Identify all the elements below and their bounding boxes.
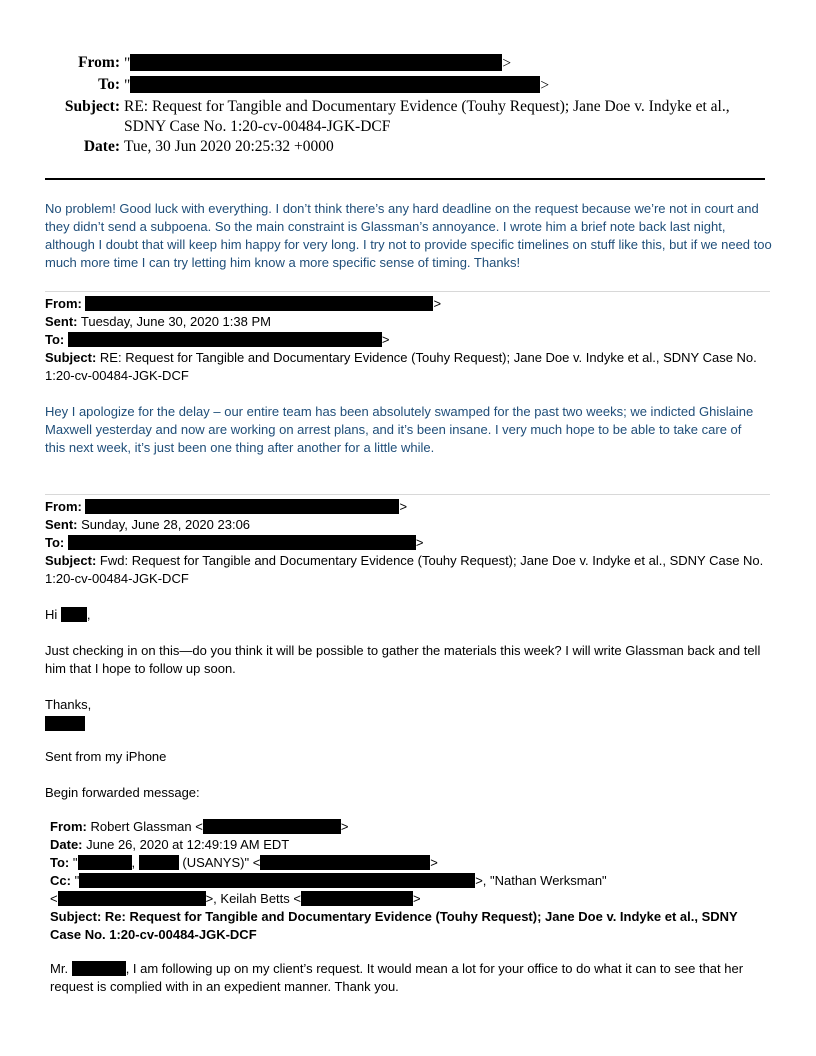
from-value: Robert Glassman < [90, 819, 203, 834]
redaction [68, 332, 382, 347]
to-value: " > [124, 77, 550, 94]
subject-label: Subject: [45, 553, 97, 568]
cc-label: Cc: [50, 873, 71, 888]
message-divider [45, 291, 770, 292]
sent-row [45, 313, 271, 331]
from-label: From: [78, 54, 120, 71]
cc-value: >, Keilah Betts < [205, 891, 301, 906]
redaction [72, 961, 126, 976]
subject-label: Subject: [64, 98, 120, 115]
sent-label: Sent: [45, 517, 78, 532]
fwd-cc-row-2: < >, Keilah Betts < > [50, 891, 421, 906]
sent-value: Sunday, June 28, 2020 23:06 [81, 517, 251, 532]
forward-note: Begin forwarded message: [45, 785, 200, 800]
to-label: To: [50, 855, 70, 870]
fwd-subject: Subject: Re: Request for Tangible and Documentary Evidence (Touhy Request); Jane Doe v. Indyke et al., SDNY Case No. 1:20-cv-00484-JGK-DCF [50, 909, 738, 942]
fwd-to-row: To: " , (USANYS)" < > [50, 855, 438, 870]
redaction [260, 855, 430, 870]
signature-redaction [45, 716, 85, 731]
date-label: Date: [50, 837, 83, 852]
sent-value: Tuesday, June 30, 2020 1:38 PM [80, 314, 271, 329]
redaction [58, 891, 206, 906]
redaction [139, 855, 179, 870]
redaction [130, 76, 540, 93]
header-divider [45, 178, 765, 180]
fwd-from-row: From: Robert Glassman < > [50, 819, 349, 834]
message-divider [45, 494, 770, 495]
redaction [203, 819, 341, 834]
to-org: (USANYS)" < [182, 855, 261, 870]
closing: Thanks, [45, 697, 92, 712]
to-label: To: [98, 76, 120, 93]
subject-row [45, 552, 770, 588]
subject-value-line1: RE: Request for Tangible and Documentary Evidence (Touhy Request); Jane Doe v. Indyke et al., [124, 98, 730, 115]
message-body: Just checking in on this—do you think it will be possible to gather the materials this week? I will write Glassman back and tell him that I hope to follow up soon. [45, 643, 761, 676]
to-label: To: [45, 535, 65, 550]
redaction [130, 54, 502, 71]
date-value: Tue, 30 Jun 2020 20:25:32 +0000 [124, 138, 334, 155]
fwd-date-row [50, 836, 289, 854]
fwd-body-text: , I am following up on my client’s request. It would mean a lot for your office to do what it can to see that her request is complied with in an expedient manner. Thank you. [50, 961, 744, 994]
fwd-body [50, 960, 762, 996]
from-label: From: [45, 296, 82, 311]
from-row: From: > [45, 499, 408, 514]
greeting: Hi , [45, 607, 91, 622]
subject-value: Fwd: Request for Tangible and Documentary Evidence (Touhy Request); Jane Doe v. Indyke et al., SDNY Case No. 1:20-cv-00484-JGK-DCF [45, 553, 764, 586]
sent-row [45, 516, 250, 534]
redaction [79, 873, 475, 888]
message-body: Hey I apologize for the delay – our entire team has been absolutely swamped for the past two weeks; we indicted Ghislaine Maxwell yesterday and now are working on arrest plans, and it’s been insane. I very much hope to be able to take care of this next week, it’s just been one thing after another for a little while. [45, 404, 754, 455]
subject-label: Subject: [45, 350, 97, 365]
fwd-cc-row: Cc: " >, "Nathan Werksman" [50, 873, 607, 888]
to-row: To: > [45, 332, 390, 347]
subject-row [45, 349, 770, 385]
from-row: From: > [45, 296, 442, 311]
subject-value-line2: SDNY Case No. 1:20-cv-00484-JGK-DCF [124, 118, 391, 135]
redaction [61, 607, 87, 622]
mobile-signature: Sent from my iPhone [45, 749, 167, 764]
fwd-body-prefix: Mr. [50, 961, 69, 976]
from-value: " > [124, 55, 512, 72]
subject-value: RE: Request for Tangible and Documentary Evidence (Touhy Request); Jane Doe v. Indyke et al., SDNY Case No. 1:20-cv-00484-JGK-DCF [45, 350, 757, 383]
redaction [301, 891, 413, 906]
to-row: To: > [45, 535, 424, 550]
date-label: Date: [83, 138, 120, 155]
cc-value: >, "Nathan Werksman" [475, 873, 607, 888]
sent-label: Sent: [45, 314, 78, 329]
to-label: To: [45, 332, 65, 347]
redaction [85, 296, 433, 311]
redaction [68, 535, 416, 550]
redaction [85, 499, 399, 514]
from-label: From: [45, 499, 82, 514]
from-label: From: [50, 819, 87, 834]
redaction [78, 855, 132, 870]
date-value: June 26, 2020 at 12:49:19 AM EDT [86, 837, 290, 852]
greeting-text: Hi [45, 607, 58, 622]
message-body: No problem! Good luck with everything. I don’t think there’s any hard deadline on the request because we’re not in court and they didn’t send a subpoena. So the main constraint is Glassman’s annoyance. I wrote him a brief note back last night, although I doubt that will keep him happy for very long. I try not to provide specific timelines on stuff like this, but if we need too much more time I can try letting him know a more specific sense of timing. Thanks! [45, 201, 772, 270]
